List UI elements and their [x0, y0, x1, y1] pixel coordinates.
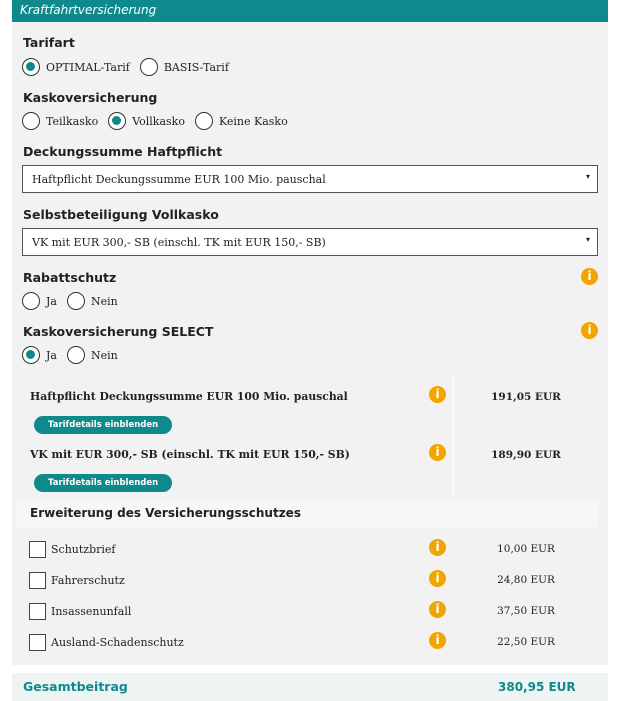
checkbox-ausland-schadenschutz[interactable] — [29, 634, 46, 651]
radio-circle — [22, 58, 40, 76]
radio-teilkasko[interactable] — [22, 112, 98, 130]
radio-label: Vollkasko — [132, 114, 185, 128]
deckungssumme-label: Deckungssumme Haftpflicht — [23, 144, 223, 159]
tarifart-label: Tarifart — [23, 35, 75, 50]
radio-circle — [22, 292, 40, 310]
radio-circle — [108, 112, 126, 130]
checkbox-label: Fahrerschutz — [51, 574, 125, 587]
radio-optimal-tarif[interactable] — [22, 58, 130, 76]
info-icon[interactable]: i — [429, 601, 446, 618]
radio-circle — [67, 346, 85, 364]
total-label: Gesamtbeitrag — [23, 679, 128, 694]
column-divider — [453, 375, 454, 500]
info-icon[interactable]: i — [429, 632, 446, 649]
chevron-down-icon: ▾ — [585, 235, 590, 244]
checkbox-insassenunfall[interactable] — [29, 603, 46, 620]
radio-label: Ja — [46, 294, 57, 308]
radio-label: Ja — [46, 348, 57, 362]
summary-item-haftpflicht: Haftpflicht Deckungssumme EUR 100 Mio. pauschal — [30, 390, 348, 403]
checkbox-fahrerschutz[interactable] — [29, 572, 46, 589]
radio-circle — [22, 112, 40, 130]
section-header — [12, 0, 608, 22]
radio-keine-kasko[interactable] — [195, 112, 288, 130]
radio-label: BASIS-Tarif — [163, 60, 229, 74]
rabattschutz-label: Rabattschutz — [23, 270, 117, 285]
info-icon[interactable]: i — [429, 570, 446, 587]
chevron-down-icon: ▾ — [585, 172, 590, 181]
checkbox-schutzbrief[interactable] — [29, 541, 46, 558]
price-haftpflicht: 191,05 EUR — [491, 391, 561, 403]
radio-label: Keine Kasko — [218, 114, 288, 128]
kasko-select-label: Kaskoversicherung SELECT — [23, 324, 214, 339]
radio-circle — [67, 292, 85, 310]
tarifdetails-button[interactable]: Tarifdetails einblenden — [34, 416, 172, 434]
info-icon[interactable]: i — [581, 322, 598, 339]
total-value: 380,95 EUR — [498, 680, 576, 694]
separator — [12, 665, 608, 673]
price-fahrerschutz: 24,80 EUR — [497, 574, 555, 586]
tarifart-radio-group — [22, 58, 239, 76]
price-vollkasko: 189,90 EUR — [491, 449, 561, 461]
checkbox-label: Ausland-Schadenschutz — [51, 636, 184, 649]
radio-vollkasko[interactable] — [108, 112, 185, 130]
info-icon[interactable]: i — [429, 386, 446, 403]
radio-rabattschutz-ja[interactable] — [22, 292, 57, 310]
radio-label: Teilkasko — [46, 114, 99, 128]
radio-circle — [22, 346, 40, 364]
radio-select-ja[interactable] — [22, 346, 57, 364]
select-value: VK mit EUR 300,- SB (einschl. TK mit EUR 150,- SB) — [32, 236, 326, 249]
radio-select-nein[interactable] — [67, 346, 118, 364]
price-ausland-schadenschutz: 22,50 EUR — [497, 636, 555, 648]
rabattschutz-radio-group — [22, 292, 128, 310]
radio-label: Nein — [90, 294, 118, 308]
checkbox-label: Schutzbrief — [51, 543, 116, 556]
deckungssumme-select[interactable] — [22, 165, 598, 193]
selbstbeteiligung-label: Selbstbeteiligung Vollkasko — [23, 207, 219, 222]
radio-basis-tarif[interactable] — [140, 58, 229, 76]
checkbox-label: Insassenunfall — [51, 605, 132, 618]
kasko-label: Kaskoversicherung — [23, 90, 158, 105]
kasko-radio-group — [22, 112, 298, 130]
tarifdetails-button[interactable]: Tarifdetails einblenden — [34, 474, 172, 492]
price-insassenunfall: 37,50 EUR — [497, 605, 555, 617]
radio-circle — [195, 112, 213, 130]
section-title: Kraftfahrtversicherung — [20, 3, 157, 17]
erweiterung-title: Erweiterung des Versicherungsschutzes — [30, 506, 301, 520]
selbstbeteiligung-select[interactable] — [22, 228, 598, 256]
summary-item-vollkasko: VK mit EUR 300,- SB (einschl. TK mit EUR 150,- SB) — [30, 448, 350, 461]
radio-circle — [140, 58, 158, 76]
info-icon[interactable]: i — [581, 268, 598, 285]
radio-label: OPTIMAL-Tarif — [46, 60, 130, 74]
radio-rabattschutz-nein[interactable] — [67, 292, 118, 310]
price-schutzbrief: 10,00 EUR — [497, 543, 555, 555]
info-icon[interactable]: i — [429, 444, 446, 461]
info-icon[interactable]: i — [429, 539, 446, 556]
select-value: Haftpflicht Deckungssumme EUR 100 Mio. pauschal — [32, 173, 326, 186]
radio-label: Nein — [90, 348, 118, 362]
kasko-select-radio-group — [22, 346, 128, 364]
